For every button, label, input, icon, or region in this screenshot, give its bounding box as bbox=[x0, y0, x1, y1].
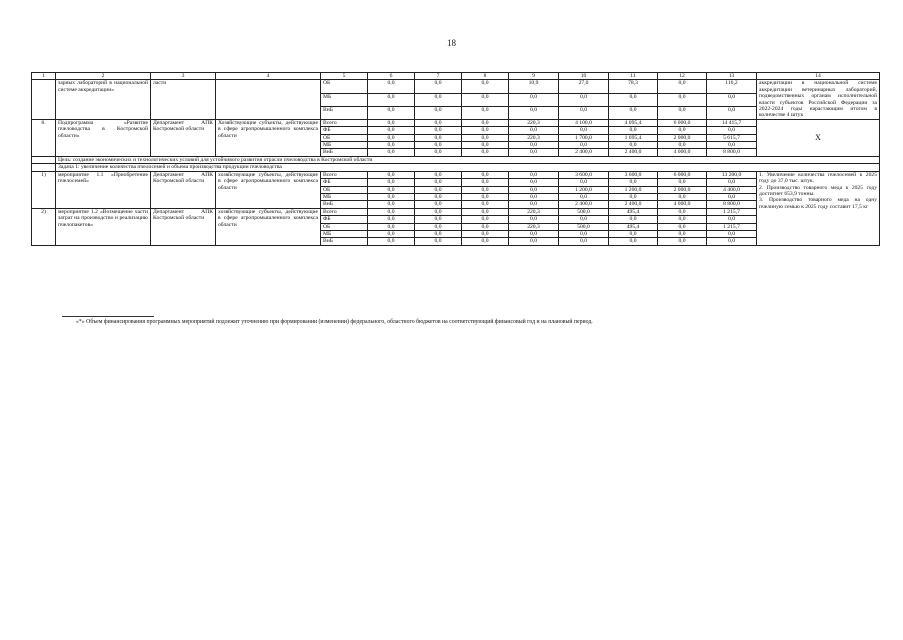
amount-cell: 0,0 bbox=[609, 216, 658, 223]
header-cell: 1 bbox=[32, 73, 56, 80]
amount-cell: 0,0 bbox=[368, 216, 415, 223]
amount-cell: 0,0 bbox=[462, 223, 509, 230]
expected-result: Х bbox=[757, 119, 880, 156]
amount-cell: 0,0 bbox=[609, 93, 658, 106]
amount-cell: 0,0 bbox=[462, 171, 509, 178]
header-cell: 12 bbox=[658, 73, 707, 80]
amount-cell: 0,0 bbox=[658, 216, 707, 223]
amount-cell: 0,0 bbox=[368, 93, 415, 106]
amount-cell: 4 095,4 bbox=[609, 119, 658, 126]
amount-cell: 0,0 bbox=[707, 230, 757, 237]
funding-source: ОБ bbox=[321, 186, 368, 193]
amount-cell: 0,0 bbox=[415, 216, 462, 223]
amount-cell: 0,0 bbox=[559, 216, 609, 223]
row-number: 8. bbox=[32, 119, 56, 156]
funding-source: Всего bbox=[321, 119, 368, 126]
amount-cell: 0,0 bbox=[462, 179, 509, 186]
amount-cell: 4 100,0 bbox=[559, 119, 609, 126]
amount-cell: 8 800,0 bbox=[707, 201, 757, 208]
amount-cell: 0,0 bbox=[658, 208, 707, 215]
amount-cell: 0,0 bbox=[707, 127, 757, 134]
amount-cell: 0,0 bbox=[509, 106, 559, 119]
amount-cell: 0,0 bbox=[658, 93, 707, 106]
empty-cell bbox=[32, 164, 56, 171]
amount-cell: 0,0 bbox=[559, 238, 609, 245]
amount-cell: 0,0 bbox=[415, 223, 462, 230]
amount-cell: 0,0 bbox=[559, 93, 609, 106]
amount-cell: 0,0 bbox=[509, 127, 559, 134]
header-cell: 5 bbox=[321, 73, 368, 80]
amount-cell: 0,0 bbox=[509, 179, 559, 186]
amount-cell: 4 400,0 bbox=[707, 186, 757, 193]
header-cell: 3 bbox=[151, 73, 216, 80]
header-cell: 6 bbox=[368, 73, 415, 80]
row-number: 2) bbox=[32, 208, 56, 245]
footnote-rule bbox=[62, 316, 154, 317]
amount-cell: 0,0 bbox=[368, 179, 415, 186]
amount-cell: 27,0 bbox=[559, 80, 609, 93]
amount-cell: 0,0 bbox=[462, 238, 509, 245]
funding-source: Всего bbox=[321, 208, 368, 215]
amount-cell: 0,0 bbox=[368, 142, 415, 149]
amount-cell: 0,0 bbox=[509, 216, 559, 223]
empty-cell bbox=[32, 156, 56, 163]
funding-source: ФБ bbox=[321, 216, 368, 223]
amount-cell: 500,0 bbox=[559, 208, 609, 215]
funding-source: МБ bbox=[321, 193, 368, 200]
amount-cell: 0,0 bbox=[368, 171, 415, 178]
header-cell: 4 bbox=[216, 73, 321, 80]
amount-cell: 0,0 bbox=[462, 93, 509, 106]
amount-cell: 8 800,0 bbox=[707, 149, 757, 156]
funding-source: ВнБ bbox=[321, 201, 368, 208]
amount-cell: 0,0 bbox=[609, 106, 658, 119]
amount-cell: 0,0 bbox=[368, 238, 415, 245]
amount-cell: 0,0 bbox=[462, 134, 509, 141]
amount-cell: 0,0 bbox=[509, 142, 559, 149]
header-cell: 10 bbox=[559, 73, 609, 80]
amount-cell: 0,0 bbox=[368, 186, 415, 193]
amount-cell: 0,0 bbox=[609, 238, 658, 245]
header-cell: 7 bbox=[415, 73, 462, 80]
amount-cell: 2 400,0 bbox=[559, 201, 609, 208]
funding-source: ВнБ bbox=[321, 106, 368, 119]
amount-cell: 0,0 bbox=[415, 208, 462, 215]
measure-name: мероприятие 1.1 «Приобретение пчелосемей» bbox=[56, 171, 151, 208]
amount-cell: 0,0 bbox=[559, 230, 609, 237]
funding-source: ОБ bbox=[321, 223, 368, 230]
amount-cell: 0,0 bbox=[462, 142, 509, 149]
amount-cell: 0,0 bbox=[658, 223, 707, 230]
amount-cell: 0,0 bbox=[462, 186, 509, 193]
amount-cell: 5 615,7 bbox=[707, 134, 757, 141]
header-cell: 9 bbox=[509, 73, 559, 80]
amount-cell: 0,0 bbox=[415, 106, 462, 119]
amount-cell: 220,3 bbox=[509, 134, 559, 141]
amount-cell: 0,0 bbox=[559, 106, 609, 119]
amount-cell: 0,0 bbox=[415, 119, 462, 126]
executor: Департамент АПК Костромской области bbox=[151, 119, 216, 156]
amount-cell: 0,0 bbox=[609, 193, 658, 200]
amount-cell: 0,0 bbox=[368, 223, 415, 230]
amount-cell: 0,0 bbox=[658, 80, 707, 93]
amount-cell: 0,0 bbox=[509, 193, 559, 200]
header-row bbox=[32, 73, 880, 80]
amount-cell: 0,0 bbox=[368, 201, 415, 208]
amount-cell: 1 700,0 bbox=[559, 134, 609, 141]
executor: Департамент АПК Костромской области bbox=[151, 208, 216, 245]
amount-cell: 0,0 bbox=[462, 119, 509, 126]
amount-cell: 2 000,0 bbox=[658, 134, 707, 141]
amount-cell: 0,0 bbox=[609, 179, 658, 186]
amount-cell: 0,0 bbox=[415, 186, 462, 193]
amount-cell: 0,0 bbox=[415, 80, 462, 93]
amount-cell: 1 200,0 bbox=[609, 186, 658, 193]
amount-cell: 0,0 bbox=[707, 216, 757, 223]
amount-cell: 0,0 bbox=[415, 134, 462, 141]
amount-cell: 0,0 bbox=[462, 106, 509, 119]
amount-cell: 0,0 bbox=[707, 106, 757, 119]
header-cell: 11 bbox=[609, 73, 658, 80]
amount-cell: 0,0 bbox=[415, 93, 462, 106]
amount-cell: 3 600,0 bbox=[559, 171, 609, 178]
executor: ласти bbox=[151, 80, 216, 119]
funding-source: ВнБ bbox=[321, 149, 368, 156]
row-number bbox=[32, 80, 56, 119]
amount-cell: 0,0 bbox=[368, 119, 415, 126]
measure-name: зарных лабораторий в национальной системе аккредитации» bbox=[56, 80, 151, 119]
amount-cell: 220,3 bbox=[509, 119, 559, 126]
funding-source: МБ bbox=[321, 230, 368, 237]
amount-cell: 0,0 bbox=[559, 179, 609, 186]
funding-source: МБ bbox=[321, 93, 368, 106]
amount-cell: 495,4 bbox=[609, 208, 658, 215]
amount-cell: 0,0 bbox=[559, 127, 609, 134]
goal-row bbox=[32, 156, 880, 163]
amount-cell: 0,0 bbox=[415, 238, 462, 245]
amount-cell: 1 200,0 bbox=[559, 186, 609, 193]
goal-text: Цель: создание экономических и технологических условий для устойчивого развития отрасли пчеловодства в Костромской области bbox=[56, 156, 880, 163]
table-row bbox=[32, 208, 880, 215]
amount-cell: 1 695,4 bbox=[609, 134, 658, 141]
amount-cell: 78,3 bbox=[609, 80, 658, 93]
amount-cell: 4 000,0 bbox=[658, 201, 707, 208]
task-row bbox=[32, 164, 880, 171]
amount-cell: 0,0 bbox=[707, 142, 757, 149]
amount-cell: 220,3 bbox=[509, 223, 559, 230]
amount-cell: 0,0 bbox=[462, 216, 509, 223]
table-row bbox=[32, 171, 880, 178]
amount-cell: 220,3 bbox=[509, 208, 559, 215]
executor: Департамент АПК Костромской области bbox=[151, 171, 216, 208]
amount-cell: 6 000,0 bbox=[658, 119, 707, 126]
participants: Хозяйствующие субъекты, действующие в сфере агропромышленного комплекса области bbox=[216, 119, 321, 156]
amount-cell: 0,0 bbox=[658, 179, 707, 186]
amount-cell: 0,0 bbox=[509, 238, 559, 245]
amount-cell: 0,0 bbox=[658, 230, 707, 237]
amount-cell: 0,0 bbox=[462, 193, 509, 200]
amount-cell: 0,0 bbox=[415, 127, 462, 134]
amount-cell: 0,0 bbox=[509, 186, 559, 193]
amount-cell: 0,0 bbox=[462, 149, 509, 156]
amount-cell: 116,2 bbox=[707, 80, 757, 93]
amount-cell: 0,0 bbox=[368, 149, 415, 156]
amount-cell: 0,0 bbox=[559, 142, 609, 149]
amount-cell: 0,0 bbox=[509, 201, 559, 208]
amount-cell: 6 000,0 bbox=[658, 171, 707, 178]
amount-cell: 0,0 bbox=[368, 134, 415, 141]
row-number: 1) bbox=[32, 171, 56, 208]
amount-cell: 0,0 bbox=[368, 106, 415, 119]
amount-cell: 14 415,7 bbox=[707, 119, 757, 126]
participants: хозяйствующие субъекты, действующие в сфере агропромышленного комплекса области bbox=[216, 208, 321, 245]
amount-cell: 0,0 bbox=[462, 80, 509, 93]
amount-cell: 0,0 bbox=[415, 230, 462, 237]
amount-cell: 0,0 bbox=[462, 127, 509, 134]
amount-cell: 0,0 bbox=[415, 193, 462, 200]
header-cell: 2 bbox=[56, 73, 151, 80]
measure-name: мероприятие 1.2 «Возмещение части затрат на производство и реализацию пчелопакетов» bbox=[56, 208, 151, 245]
amount-cell: 0,0 bbox=[368, 208, 415, 215]
amount-cell: 500,0 bbox=[559, 223, 609, 230]
funding-source: ОБ bbox=[321, 80, 368, 93]
amount-cell: 0,0 bbox=[658, 142, 707, 149]
funding-source: ФБ bbox=[321, 127, 368, 134]
footnote: «*» Объем финансирования программных мероприятий подлежит уточнению при формировании (изменении) федерального, областного бюджетов на соответствующий финансовый год и на плановый период. bbox=[76, 319, 593, 325]
header-cell: 14 bbox=[757, 73, 880, 80]
amount-cell: 10,9 bbox=[509, 80, 559, 93]
page-number: 18 bbox=[447, 38, 456, 48]
amount-cell: 0,0 bbox=[707, 193, 757, 200]
amount-cell: 0,0 bbox=[609, 142, 658, 149]
amount-cell: 0,0 bbox=[415, 149, 462, 156]
amount-cell: 0,0 bbox=[707, 93, 757, 106]
task-text: Задача 1: увеличение количества пчелосемей и объема производства продукции пчеловодства bbox=[56, 164, 880, 171]
amount-cell: 0,0 bbox=[658, 106, 707, 119]
amount-cell: 0,0 bbox=[707, 179, 757, 186]
participants bbox=[216, 80, 321, 119]
amount-cell: 2 400,0 bbox=[609, 201, 658, 208]
amount-cell: 2 000,0 bbox=[658, 186, 707, 193]
table-row bbox=[32, 80, 880, 93]
amount-cell: 0,0 bbox=[415, 142, 462, 149]
amount-cell: 0,0 bbox=[509, 171, 559, 178]
amount-cell: 13 200,0 bbox=[707, 171, 757, 178]
funding-source: МБ bbox=[321, 142, 368, 149]
amount-cell: 1 215,7 bbox=[707, 223, 757, 230]
amount-cell: 0,0 bbox=[509, 93, 559, 106]
amount-cell: 2 400,0 bbox=[559, 149, 609, 156]
amount-cell: 0,0 bbox=[462, 230, 509, 237]
amount-cell: 0,0 bbox=[368, 230, 415, 237]
header-cell: 13 bbox=[707, 73, 757, 80]
amount-cell: 0,0 bbox=[658, 127, 707, 134]
amount-cell: 2 400,0 bbox=[609, 149, 658, 156]
amount-cell: 0,0 bbox=[658, 193, 707, 200]
amount-cell: 0,0 bbox=[509, 230, 559, 237]
amount-cell: 0,0 bbox=[658, 238, 707, 245]
expected-result: аккредитации в национальной системе аккредитации ветеринарных лабораторий, подведомственных органам исполнительной власти субъектов Российской Федерации за 2022-2024 годы нарастающим итогом в количестве 4 штук bbox=[757, 80, 880, 119]
amount-cell: 0,0 bbox=[707, 238, 757, 245]
amount-cell: 0,0 bbox=[609, 127, 658, 134]
measure-name: Подпрограмма «Развитие пчеловодства в Костромской области» bbox=[56, 119, 151, 156]
amount-cell: 3 600,0 bbox=[609, 171, 658, 178]
amount-cell: 4 000,0 bbox=[658, 149, 707, 156]
funding-source: ФБ bbox=[321, 179, 368, 186]
header-cell: 8 bbox=[462, 73, 509, 80]
participants: хозяйствующие субъекты, действующие в сфере агропромышленного комплекса области bbox=[216, 171, 321, 208]
amount-cell: 495,4 bbox=[609, 223, 658, 230]
amount-cell: 0,0 bbox=[462, 208, 509, 215]
amount-cell: 0,0 bbox=[509, 149, 559, 156]
amount-cell: 0,0 bbox=[415, 201, 462, 208]
amount-cell: 0,0 bbox=[415, 179, 462, 186]
amount-cell: 0,0 bbox=[559, 193, 609, 200]
funding-source: ВнБ bbox=[321, 238, 368, 245]
amount-cell: 0,0 bbox=[368, 193, 415, 200]
funding-source: Всего bbox=[321, 171, 368, 178]
table-row bbox=[32, 119, 880, 126]
expected-result: 1. Увеличение количества пчелосемей к 2025 году до 37,0 тыс. штук. 2. Производство товарного меда к 2025 году достигнет 653,9 тонны. 3. Производство товарного меда на одну пчелиную семью к 2025 году составит 17,5 кг bbox=[757, 171, 880, 245]
amount-cell: 0,0 bbox=[368, 80, 415, 93]
amount-cell: 0,0 bbox=[368, 127, 415, 134]
amount-cell: 0,0 bbox=[415, 171, 462, 178]
amount-cell: 0,0 bbox=[609, 230, 658, 237]
amount-cell: 0,0 bbox=[462, 201, 509, 208]
budget-table bbox=[31, 72, 880, 246]
amount-cell: 1 215,7 bbox=[707, 208, 757, 215]
funding-source: ОБ bbox=[321, 134, 368, 141]
